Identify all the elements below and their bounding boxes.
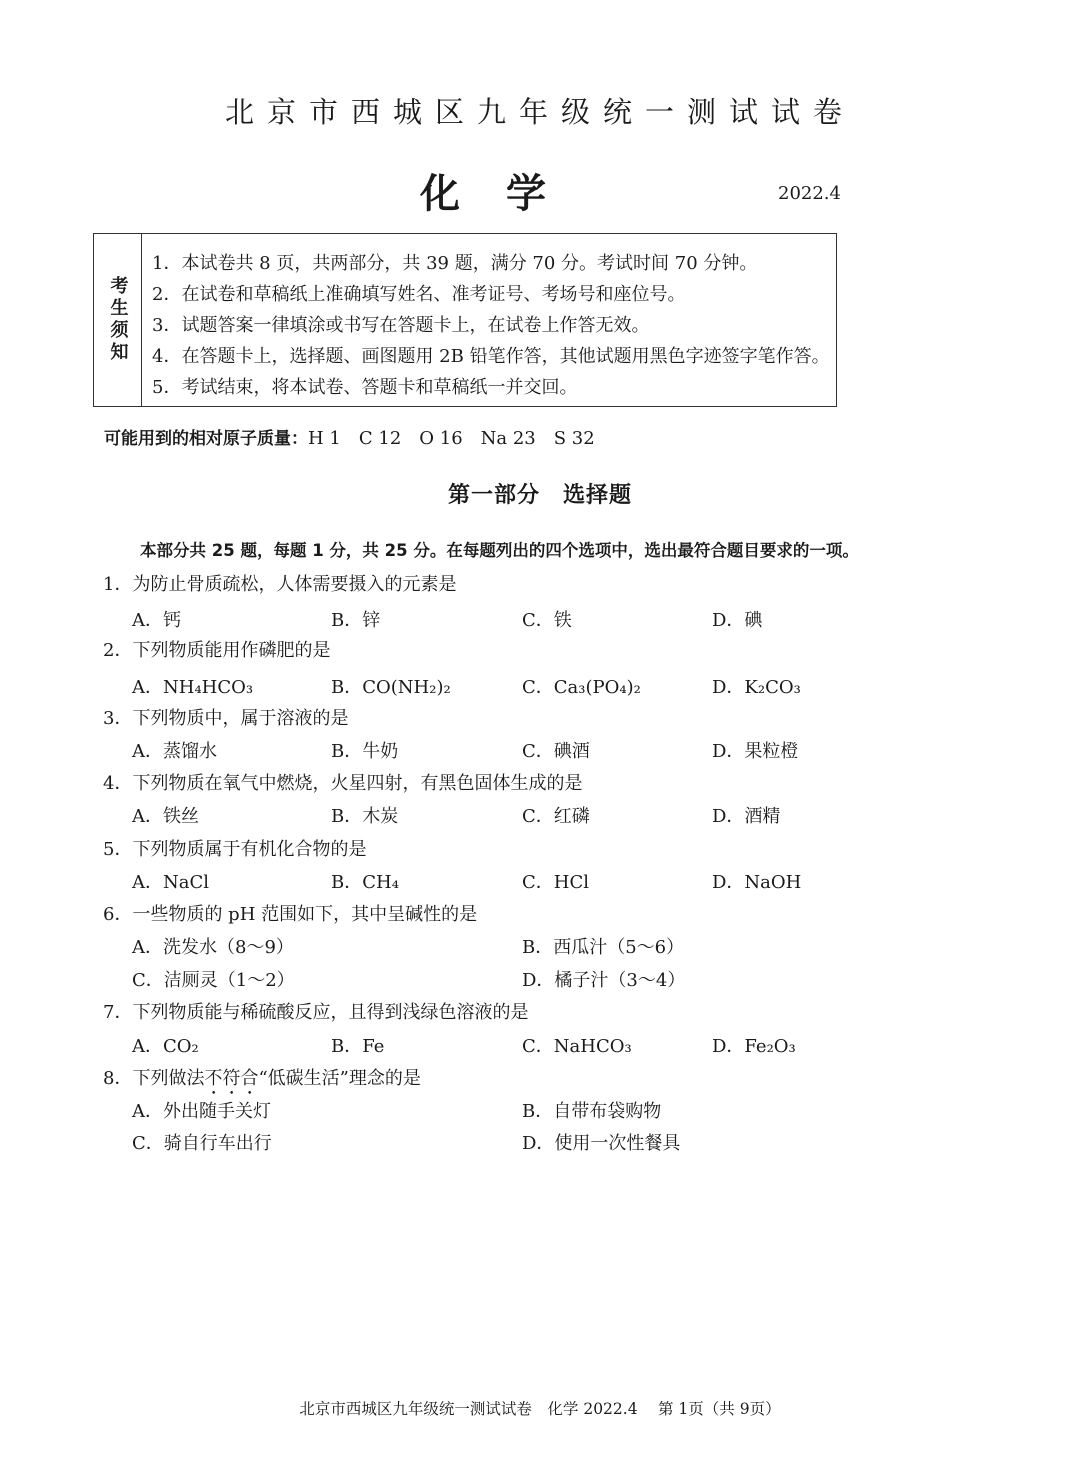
question-stem <box>103 1064 421 1099</box>
question-stem-suffix: “低碳生活”理念的是 <box>258 1068 421 1089</box>
notice-item: 1．本试卷共 8 页，共两部分，共 39 题，满分 70 分。考试时间 70 分钟。 <box>152 253 758 274</box>
question-stem: 1．为防止骨质疏松，人体需要摄入的元素是 <box>103 574 457 595</box>
option-b: B．CO(NH₂)₂ <box>331 677 451 698</box>
question-stem: 6．一些物质的 pH 范围如下，其中呈碱性的是 <box>103 904 478 925</box>
question-stem: 5．下列物质属于有机化合物的是 <box>103 839 367 860</box>
option-a: A．NaCl <box>132 872 210 893</box>
option-a: A．蒸馏水 <box>132 741 217 762</box>
option-b: B．牛奶 <box>331 741 399 762</box>
option-b: B．木炭 <box>331 806 399 827</box>
notice-label-cell <box>94 234 142 406</box>
subject-title: 化学 <box>420 170 592 217</box>
notice-item: 3．试题答案一律填涂或书写在答题卡上，在试卷上作答无效。 <box>152 315 650 336</box>
option-c: C．骑自行车出行 <box>132 1133 272 1154</box>
question-stem: 7．下列物质能与稀硫酸反应，且得到浅绿色溶液的是 <box>103 1002 529 1023</box>
option-c: C．碘酒 <box>522 741 590 762</box>
notice-item: 2．在试卷和草稿纸上准确填写姓名、准考证号、考场号和座位号。 <box>152 284 686 305</box>
atomic-masses-values: H 1 C 12 O 16 Na 23 S 32 <box>308 428 595 449</box>
atomic-masses-label: 可能用到的相对原子质量： <box>104 429 308 449</box>
option-d: D．酒精 <box>712 806 781 827</box>
notice-item: 4．在答题卡上，选择题、画图题用 2B 铅笔作答，其他试题用黑色字迹签字笔作答。 <box>152 346 830 367</box>
option-a: A．洗发水（8～9） <box>132 937 294 958</box>
page-footer: 北京市西城区九年级统一测试试卷 化学 2022.4 第 1页（共 9页） <box>299 1400 781 1418</box>
option-d: D．碘 <box>712 610 763 631</box>
option-d: D．橘子汁（3～4） <box>522 970 686 991</box>
option-b: B．西瓜汁（5～6） <box>522 937 685 958</box>
question-stem-prefix: 8．下列做法 <box>103 1068 205 1089</box>
candidate-notice-box <box>93 233 837 407</box>
option-b: B．CH₄ <box>331 872 399 893</box>
exam-title: 北京市西城区九年级统一测试试卷 <box>224 95 855 129</box>
question-stem: 4．下列物质在氧气中燃烧，火星四射，有黑色固体生成的是 <box>103 773 583 794</box>
option-a: A．CO₂ <box>132 1036 199 1057</box>
option-a: A．外出随手关灯 <box>132 1101 271 1122</box>
option-a: A．钙 <box>132 610 181 631</box>
question-stem: 2．下列物质能用作磷肥的是 <box>103 640 331 661</box>
option-d: D．果粒橙 <box>712 741 799 762</box>
option-d: D．K₂CO₃ <box>712 677 801 698</box>
option-b: B．自带布袋购物 <box>522 1101 662 1122</box>
option-c: C．HCl <box>522 872 589 893</box>
option-c: C．铁 <box>522 610 572 631</box>
option-d: D．Fe₂O₃ <box>712 1036 796 1057</box>
option-c: C．洁厕灵（1～2） <box>132 970 295 991</box>
option-b: B．Fe <box>331 1036 385 1057</box>
notice-items <box>152 248 830 403</box>
option-b: B．锌 <box>331 610 381 631</box>
emphasized-words: 不符合 <box>204 1068 259 1089</box>
option-a: A．NH₄HCO₃ <box>132 677 254 698</box>
notice-label: 考生须知 <box>107 276 129 364</box>
exam-date: 2022.4 <box>778 183 841 204</box>
option-c: C．红磷 <box>522 806 590 827</box>
option-a: A．铁丝 <box>132 806 199 827</box>
notice-item: 5．考试结束，将本试卷、答题卡和草稿纸一并交回。 <box>152 377 578 398</box>
option-d: D．NaOH <box>712 872 802 893</box>
atomic-masses <box>104 424 595 450</box>
part-title: 第一部分 选择题 <box>447 483 632 508</box>
question-stem: 3．下列物质中，属于溶液的是 <box>103 708 349 729</box>
option-c: C．NaHCO₃ <box>522 1036 632 1057</box>
option-c: C．Ca₃(PO₄)₂ <box>522 677 641 698</box>
part-instruction: 本部分共 25 题，每题 1 分，共 25 分。在每题列出的四个选项中，选出最符合题目要求的一项。 <box>140 541 859 560</box>
option-d: D．使用一次性餐具 <box>522 1133 681 1154</box>
